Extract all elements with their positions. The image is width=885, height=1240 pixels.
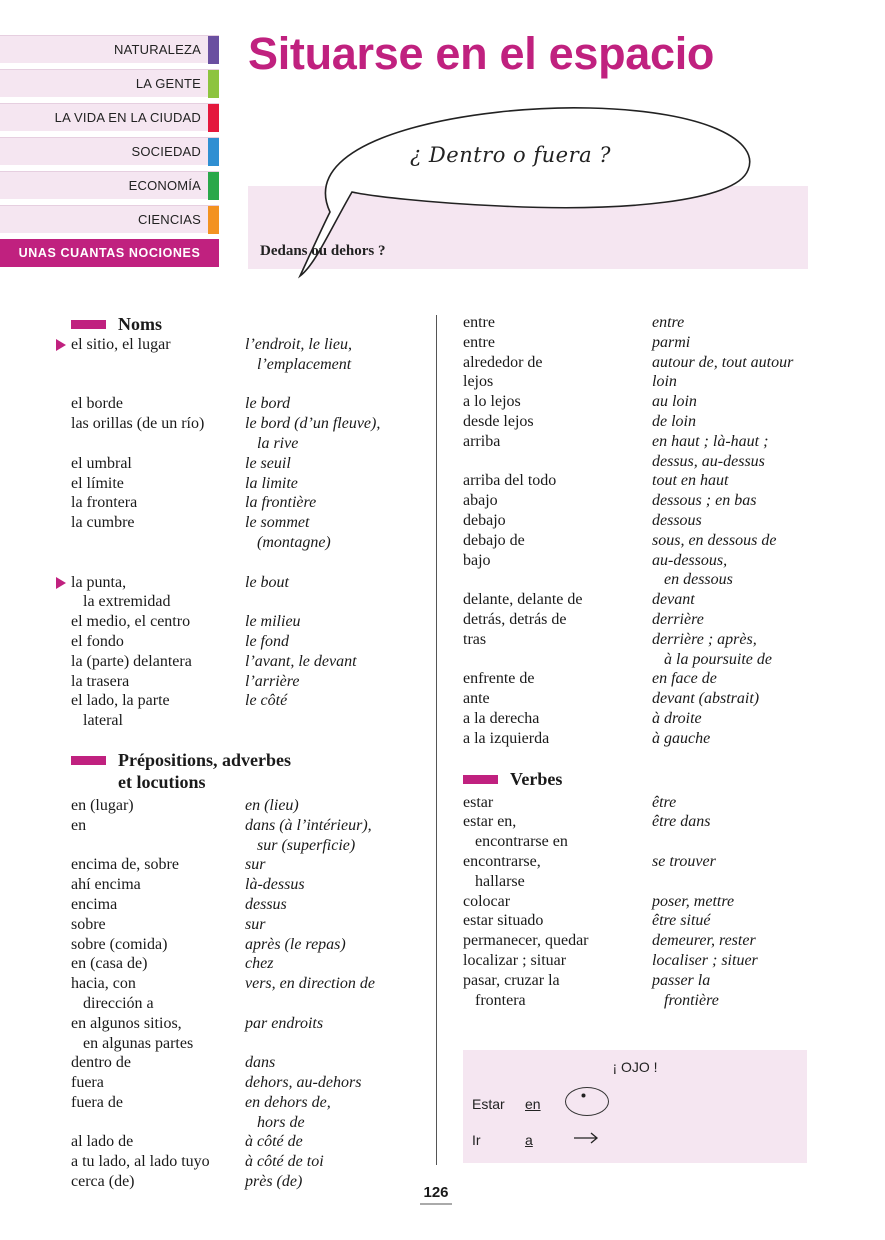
color-tab xyxy=(208,36,219,64)
vocab-row: el límite la limite xyxy=(71,474,298,492)
vocab-row: la punta, la extremidad le bout xyxy=(56,573,426,613)
vocab-row: sobre sur xyxy=(71,915,266,933)
vocab-row: encima de, sobre sur xyxy=(71,856,266,874)
vocab-row: dentro de dans xyxy=(71,1054,276,1072)
vocab-row: fuera dehors, au-dehors xyxy=(71,1074,362,1092)
section-bar-icon xyxy=(71,756,106,765)
vocab-row: ahí encima là-dessus xyxy=(71,876,305,894)
vocab-row: localizar ; situar localiser ; situer xyxy=(463,951,758,969)
nav-item-label: NATURALEZA xyxy=(114,42,201,57)
section-bar-icon xyxy=(71,320,106,329)
vocab-row: cerca (de) près (de) xyxy=(71,1173,303,1191)
nav-item-la-gente[interactable] xyxy=(0,69,219,97)
color-tab xyxy=(208,70,219,98)
page-subtitle: Dedans ou dehors ? xyxy=(260,243,386,259)
vocab-row: a la derecha à droite xyxy=(463,709,702,727)
vocab-row: alrededor de autour de, tout autour xyxy=(463,353,794,371)
nav-item-ciencias[interactable] xyxy=(0,205,219,233)
vocab-row: en dans (à l’intérieur), sur (superficie) xyxy=(71,816,372,854)
vocab-row: al lado de à côté de xyxy=(71,1133,303,1151)
vocab-row: estar situado être situé xyxy=(463,912,711,930)
triangle-arrow-icon xyxy=(56,577,66,589)
vocab-row: en (lugar) en (lieu) xyxy=(71,796,299,814)
nav-item-naturaleza[interactable] xyxy=(0,35,219,63)
ojo-verb-estar: Estar xyxy=(472,1096,505,1112)
ojo-prep-en: en xyxy=(525,1096,541,1112)
vocab-row: hacia, con dirección a vers, en direction de xyxy=(71,975,376,1012)
vocab-row: el fondo le fond xyxy=(71,632,289,650)
triangle-arrow-icon xyxy=(56,339,66,351)
nav-item-label: LA GENTE xyxy=(135,76,201,91)
vocab-row: el umbral le seuil xyxy=(71,454,291,472)
color-tab xyxy=(208,206,219,234)
nav-item-sociedad[interactable] xyxy=(0,137,219,165)
vocab-row: arriba en haut ; là-haut ; dessus, au-dessus xyxy=(463,432,769,470)
color-tab xyxy=(208,104,219,132)
vocab-row: enfrente de en face de xyxy=(463,670,717,688)
vocab-row: el medio, el centro le milieu xyxy=(71,613,301,631)
ojo-note-box xyxy=(463,1050,807,1163)
vocab-row: la cumbre le sommet (montagne) xyxy=(71,514,331,551)
vocab-row: el sitio, el lugar l’endroit, le lieu, l’emplacement xyxy=(56,335,426,375)
vocab-row: delante, delante de devant xyxy=(463,591,695,609)
ojo-prep-a: a xyxy=(525,1132,533,1148)
vocab-row: debajo de sous, en dessous de xyxy=(463,531,777,549)
nav-item-label: LA VIDA EN LA CIUDAD xyxy=(54,110,201,125)
section-heading-verbes: Verbes xyxy=(463,768,823,790)
vocab-row: el borde le bord xyxy=(71,395,291,413)
dot-icon xyxy=(581,1093,586,1098)
chapter-nav xyxy=(0,35,219,273)
section-heading-noms: Noms xyxy=(71,313,426,335)
vocab-row: estar en, encontrarse en être dans xyxy=(463,813,711,851)
nav-item-label: CIENCIAS xyxy=(137,212,201,227)
page-number: 126 xyxy=(420,1184,452,1205)
color-tab xyxy=(208,172,219,200)
bubble-question: ¿ Dentro o fuera ? xyxy=(410,143,612,167)
vocab-row: a lo lejos au loin xyxy=(463,393,697,411)
page-title: Situarse en el espacio xyxy=(248,28,715,79)
nav-item-label: ECONOMÍA xyxy=(128,178,201,193)
section-bar-icon xyxy=(463,775,498,784)
vocab-row: detrás, detrás de derrière xyxy=(463,610,704,628)
vocab-row: la frontera la frontière xyxy=(71,494,317,512)
nav-item-label: UNAS CUANTAS NOCIONES xyxy=(18,246,201,260)
vocab-row: en (casa de) chez xyxy=(71,955,274,973)
color-tab xyxy=(208,138,219,166)
vocab-row: a la izquierda à gauche xyxy=(463,729,711,747)
section-heading-prepositions: Prépositions, adverbes et locutions xyxy=(71,749,426,793)
direction-arrow-icon xyxy=(573,1130,599,1146)
vocab-row: entre entre xyxy=(463,314,685,331)
vocab-row: arriba del todo tout en haut xyxy=(463,472,729,490)
vocab-row: encima dessus xyxy=(71,895,287,913)
nav-item-label: SOCIEDAD xyxy=(131,144,201,159)
ojo-verb-ir: Ir xyxy=(472,1132,481,1148)
nav-item-la-vida-en-la-ciudad[interactable] xyxy=(0,103,219,131)
vocab-row: lejos loin xyxy=(463,373,677,391)
vocab-row: estar être xyxy=(463,793,677,811)
location-circle-icon xyxy=(565,1087,609,1116)
vocab-row: a tu lado, al lado tuyo à côté de toi xyxy=(71,1153,324,1171)
vocab-row: pasar, cruzar la frontera passer la frontière xyxy=(463,971,719,1009)
vocab-row: abajo dessous ; en bas xyxy=(463,492,757,510)
vocab-row: permanecer, quedar demeurer, rester xyxy=(463,932,756,950)
nav-item-economia[interactable] xyxy=(0,171,219,199)
vocab-row: fuera de en dehors de, hors de xyxy=(71,1093,331,1131)
vocab-row: el lado, la parte lateral le côté xyxy=(71,692,288,730)
vocab-row: colocar poser, mettre xyxy=(463,892,735,910)
vocab-row: las orillas (de un río) le bord (d’un fleuve), la rive xyxy=(71,415,381,452)
vocab-row: encontrarse, hallarse se trouver xyxy=(463,852,716,890)
vocab-row: la (parte) delantera l’avant, le devant xyxy=(71,652,357,670)
vocab-row: tras derrière ; après, à la poursuite de xyxy=(463,630,772,668)
vocab-row: desde lejos de loin xyxy=(463,412,696,430)
vocab-column-left xyxy=(56,313,426,1192)
vocab-row: en algunos sitios, en algunas partes par endroits xyxy=(71,1014,324,1052)
vocab-row: debajo dessous xyxy=(463,511,702,529)
vocab-column-right xyxy=(463,313,823,1010)
ojo-title: ¡ OJO ! xyxy=(612,1059,658,1075)
nav-item-unas-cuantas-nociones[interactable] xyxy=(0,239,219,267)
column-divider xyxy=(436,315,437,1165)
vocab-row: la trasera l’arrière xyxy=(71,672,300,690)
vocab-row: sobre (comida) après (le repas) xyxy=(71,935,346,953)
vocab-row: bajo au-dessous, en dessous xyxy=(463,551,733,589)
vocab-row: entre parmi xyxy=(463,333,691,351)
vocab-row: ante devant (abstrait) xyxy=(463,690,760,708)
